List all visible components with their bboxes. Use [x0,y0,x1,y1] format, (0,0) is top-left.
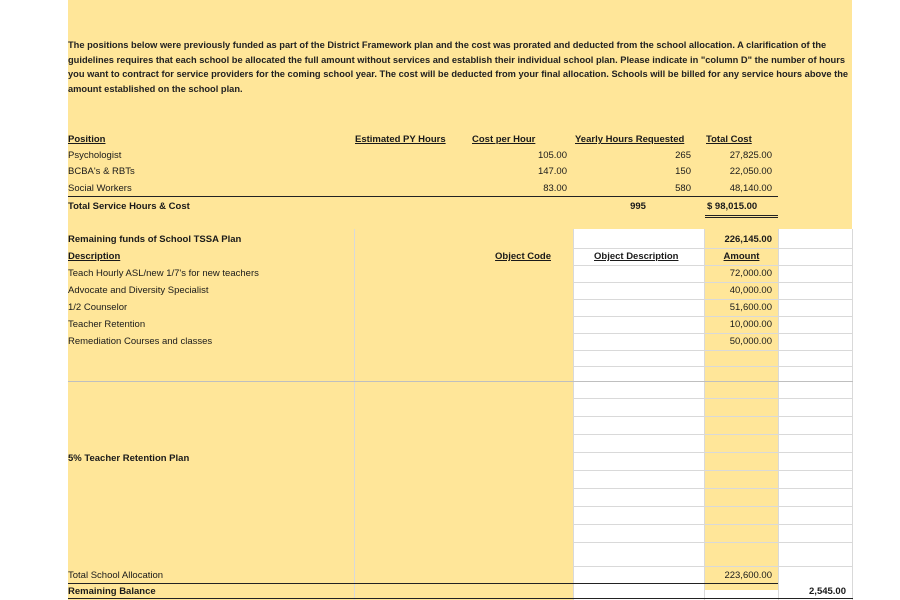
total-allocation-label: Total School Allocation [68,570,164,581]
remaining-balance-label: Remaining Balance [68,586,156,597]
grid-hline [573,542,853,543]
header-amount: Amount [723,251,760,262]
grid-hline [573,452,853,453]
grid-hline [573,416,853,417]
grid-vline [852,229,853,600]
grid-vline [778,229,779,600]
plan-row-amount: 50,000.00 [729,336,772,347]
intro-paragraph: The positions below were previously funded as part of the District Framework plan and the cost was prorated and deducted from the school allocation. A clarification of the guidelines requires that each school be allocated the full amount without services and establish their individual school plan. Please indicate in "column D" the number of hours you want to contract for service providers for the coming school year. The cost will be deducted from your final allocation. Schools will be billed for any service hours above the amount established on the school plan. [68,40,849,94]
plan-row-amount: 10,000.00 [729,319,772,330]
retention-plan-label: 5% Teacher Retention Plan [68,453,190,464]
plan-row-amount: 40,000.00 [729,285,772,296]
services-subtotal-rule [68,196,778,197]
service-row-yearly-hours: 265 [675,150,691,161]
services-total-label: Total Service Hours & Cost [68,201,190,212]
service-row-position: Psychologist [68,150,122,161]
plan-row-description: Teach Hourly ASL/new 1/7's for new teachers [68,268,259,279]
remaining-funds-label: Remaining funds of School TSSA Plan [68,234,242,245]
grid-hline [573,366,853,367]
header-object-description: Object Description [594,251,679,262]
remaining-balance-amount: 2,545.00 [809,586,846,597]
grid-hline [573,434,853,435]
services-total-double-rule [705,215,778,216]
grid-vline [573,229,574,600]
remaining-funds-amount: 226,145.00 [724,234,772,245]
service-row-total-cost: 27,825.00 [729,150,772,161]
service-row-position: Social Workers [68,183,132,194]
service-row-cost-per-hour: 147.00 [537,166,567,177]
services-total-cost: $ 98,015.00 [707,201,758,212]
service-row-yearly-hours: 580 [675,183,691,194]
grid-hline [573,398,853,399]
service-row-yearly-hours: 150 [675,166,691,177]
grid-hline [573,488,853,489]
header-cost-per-hour: Cost per Hour [472,134,536,145]
header-object-code: Object Code [495,251,551,262]
object-code-column-highlight [355,229,573,600]
service-row-position: BCBA's & RBTs [68,166,135,177]
service-row-cost-per-hour: 105.00 [537,150,567,161]
header-estimated-py-hours: Estimated PY Hours [355,134,446,145]
header-yearly-hours: Yearly Hours Requested [575,134,685,145]
service-row-cost-per-hour: 83.00 [543,183,567,194]
service-row-total-cost: 22,050.00 [729,166,772,177]
grid-hline [573,470,853,471]
plan-row-amount: 72,000.00 [729,268,772,279]
plan-row-description: Remediation Courses and classes [68,336,213,347]
bottom-rule [68,598,853,599]
grid-hline [573,506,853,507]
plan-row-amount: 51,600.00 [729,302,772,313]
grid-vline [354,229,355,600]
services-total-double-rule [705,217,778,218]
services-total-hours: 995 [630,201,646,212]
allocation-rule [68,583,778,584]
grid-hline [573,524,853,525]
header-position: Position [68,134,106,145]
grid-hline [68,381,853,382]
plan-row-description: Teacher Retention [68,319,146,330]
grid-hline [573,350,853,351]
service-row-total-cost: 48,140.00 [729,183,772,194]
total-allocation-amount: 223,600.00 [724,570,772,581]
plan-row-description: 1/2 Counselor [68,302,128,313]
grid-hline [573,566,853,567]
header-total-cost: Total Cost [706,134,752,145]
plan-row-description: Advocate and Diversity Specialist [68,285,209,296]
header-description: Description [68,251,121,262]
